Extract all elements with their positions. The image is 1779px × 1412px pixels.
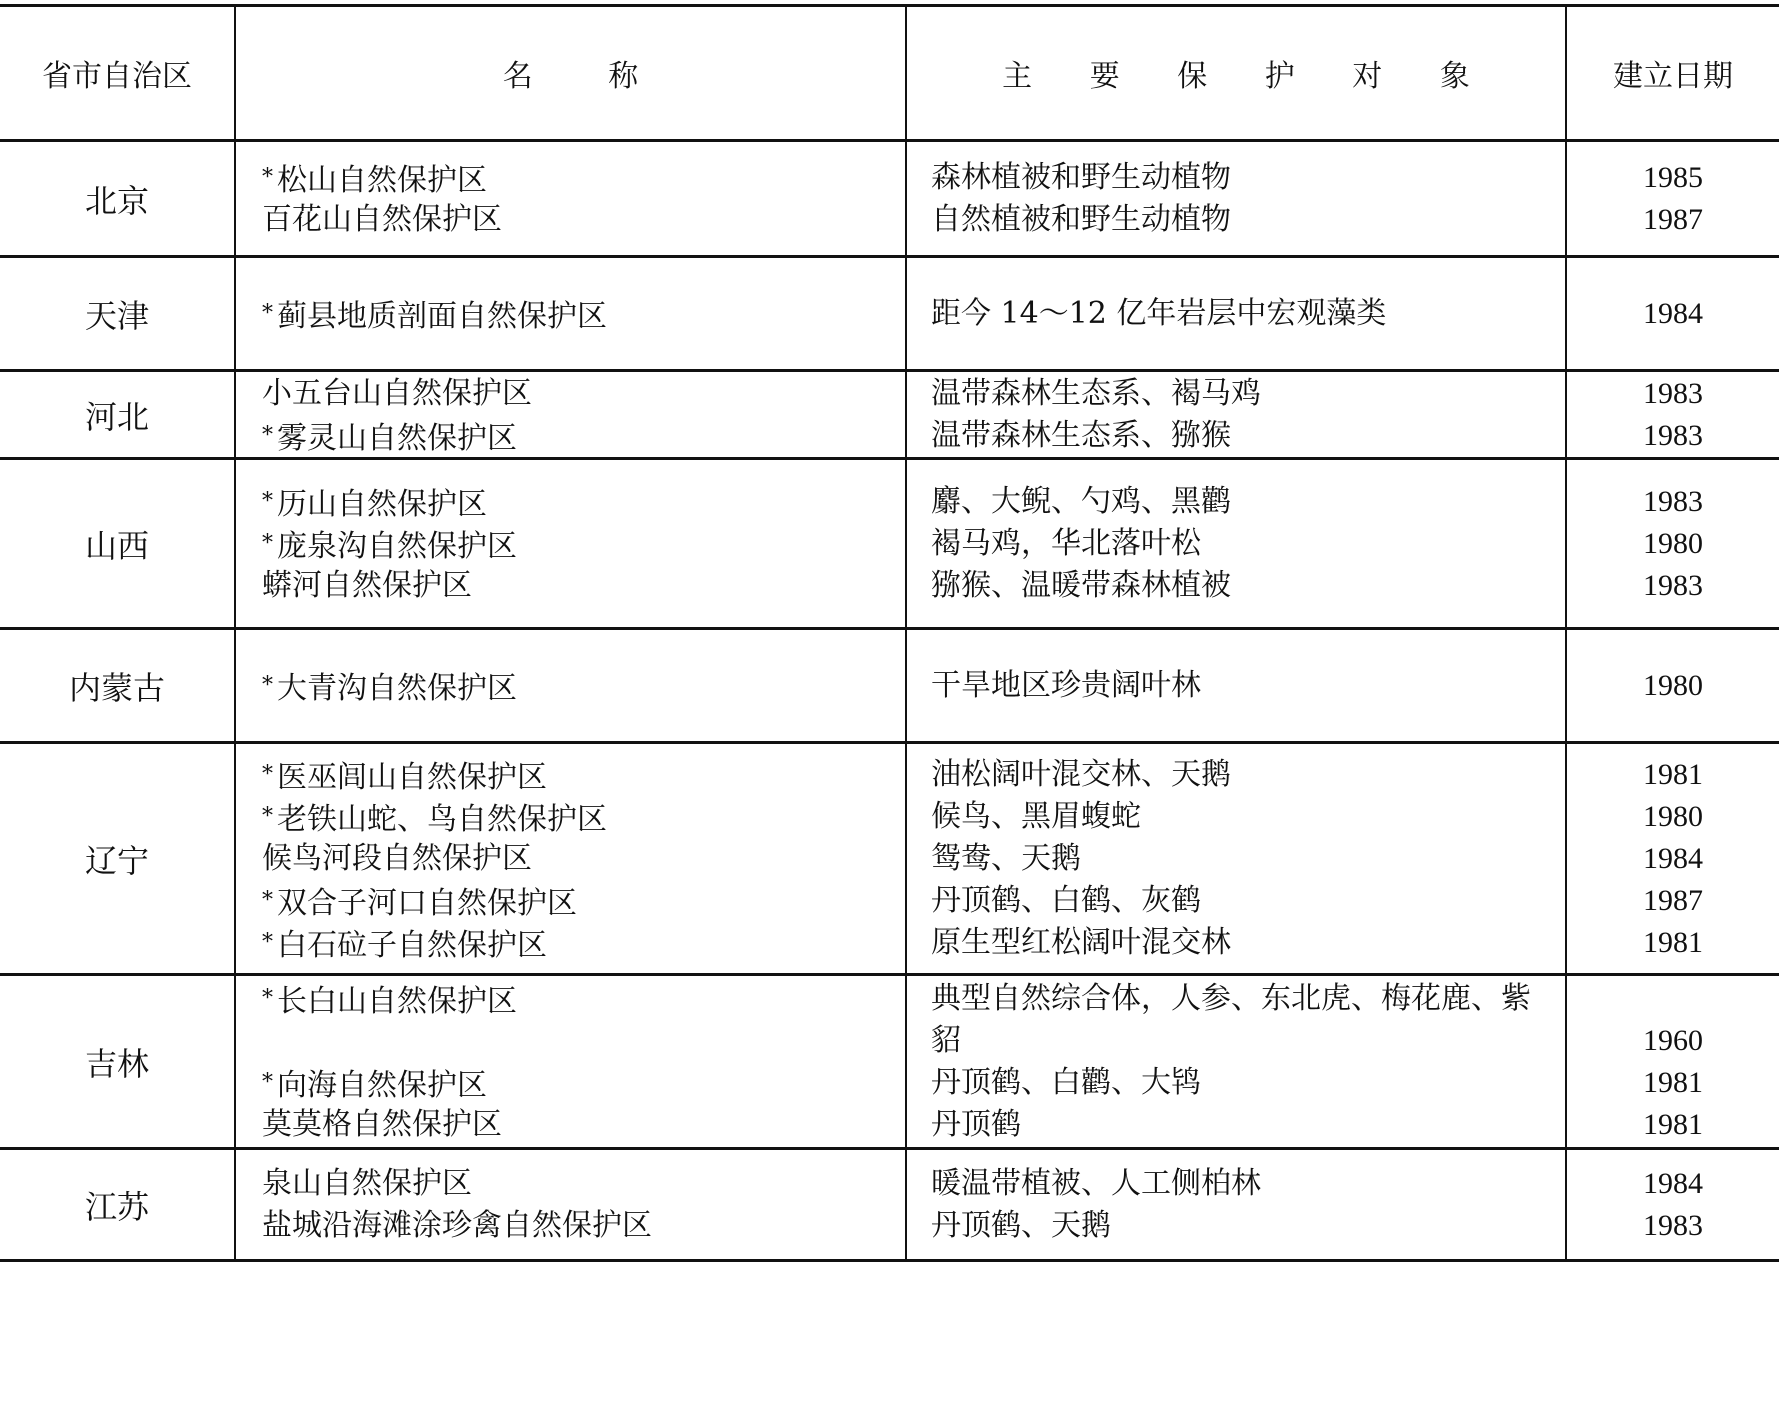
reserve-name-text: 大青沟自然保护区: [277, 670, 517, 706]
protected-object-text: 丹顶鹤、白鹳、大鸨: [931, 1064, 1201, 1100]
protected-object-cell: [906, 141, 1566, 257]
established-date: [1567, 565, 1779, 607]
protected-object: [931, 922, 1551, 964]
protected-object: [931, 978, 1551, 1020]
established-date: [1567, 665, 1779, 707]
established-date-text: 1984: [1643, 1166, 1703, 1200]
reserve-name-cell: [235, 459, 906, 629]
table-row: [0, 975, 1779, 1149]
protected-object-text: 原生型红松阔叶混交林: [931, 924, 1231, 960]
reserve-name-cell: [235, 975, 906, 1149]
reserve-name-text: 松山自然保护区: [277, 162, 487, 198]
reserve-name-text: 历山自然保护区: [277, 486, 487, 522]
table-body: [0, 141, 1779, 1261]
protected-object-cell: [906, 371, 1566, 459]
protected-object: [931, 1163, 1551, 1205]
protected-object: [931, 199, 1551, 241]
protected-object-cell: [906, 629, 1566, 743]
established-date-text: 1985: [1643, 160, 1703, 194]
reserve-name-text: 长白山自然保护区: [277, 983, 517, 1019]
established-date: [1567, 373, 1779, 415]
asterisk-mark: *: [262, 530, 273, 556]
reserve-name: [262, 157, 905, 199]
reserve-name-text: 蟒河自然保护区: [262, 567, 472, 603]
asterisk-mark: *: [262, 1069, 273, 1095]
protected-object: [931, 1062, 1551, 1104]
reserve-name-text: 小五台山自然保护区: [262, 375, 532, 411]
protected-object-text: 温带森林生态系、褐马鸡: [931, 375, 1261, 411]
reserve-name-text: 向海自然保护区: [277, 1067, 487, 1103]
established-date-text: 1981: [1643, 757, 1703, 791]
asterisk-mark: *: [262, 300, 273, 326]
table-row: [0, 141, 1779, 257]
asterisk-mark: *: [262, 803, 273, 829]
table-row: [0, 257, 1779, 371]
established-date: [1567, 293, 1779, 335]
established-date-cell: [1566, 629, 1779, 743]
established-date-text: 1980: [1643, 526, 1703, 560]
protected-object-text: 麝、大鲵、勺鸡、黑鹳: [931, 483, 1231, 519]
reserve-name: [262, 199, 905, 241]
reserve-name-text: 莫莫格自然保护区: [262, 1106, 502, 1142]
protected-object-text: 距今 14～12 亿年岩层中宏观藻类: [931, 295, 1387, 331]
asterisk-mark: *: [262, 929, 273, 955]
established-date: [1567, 1104, 1779, 1146]
protected-object-text: 自然植被和野生动植物: [931, 201, 1231, 237]
asterisk-mark: *: [262, 672, 273, 698]
reserve-name-cell: [235, 743, 906, 975]
reserve-name: [262, 880, 905, 922]
protected-object: [931, 754, 1551, 796]
reserve-name: [262, 796, 905, 838]
province-cell: 河北: [0, 371, 235, 459]
reserve-name-text: 泉山自然保护区: [262, 1165, 472, 1201]
established-date-cell: [1566, 371, 1779, 459]
established-date-cell: [1566, 459, 1779, 629]
table-row: [0, 459, 1779, 629]
established-date-text: 1980: [1643, 668, 1703, 702]
reserve-name-text: 白石砬子自然保护区: [277, 927, 547, 963]
established-date-cell: [1566, 975, 1779, 1149]
established-date-text: 1960: [1643, 1023, 1703, 1057]
nature-reserve-table: [0, 4, 1779, 1262]
established-date: [1567, 796, 1779, 838]
asterisk-mark: *: [262, 761, 273, 787]
protected-object-cell: [906, 1149, 1566, 1261]
established-date: [1567, 199, 1779, 241]
established-date: [1567, 1020, 1779, 1062]
established-date: [1567, 1163, 1779, 1205]
reserve-name-cell: [235, 1149, 906, 1261]
header-object: 主 要 保 护 对 象: [906, 6, 1566, 141]
reserve-name: [262, 754, 905, 796]
table-row: [0, 1149, 1779, 1261]
reserve-name: [262, 293, 905, 335]
reserve-name-cell: [235, 629, 906, 743]
protected-object-text: 貂: [931, 1022, 961, 1058]
established-date-text: 1983: [1643, 568, 1703, 602]
reserve-name-cell: [235, 257, 906, 371]
protected-object: [931, 665, 1551, 707]
protected-object-cell: [906, 743, 1566, 975]
established-date: [1567, 1062, 1779, 1104]
established-date: [1567, 922, 1779, 964]
protected-object: [931, 415, 1551, 457]
protected-object: [931, 1020, 1551, 1062]
reserve-name-text: 庞泉沟自然保护区: [277, 528, 517, 564]
protected-object-text: 丹顶鹤、白鹤、灰鹤: [931, 882, 1201, 918]
protected-object-text: 丹顶鹤、天鹅: [931, 1207, 1111, 1243]
reserve-name: [262, 1062, 905, 1104]
established-date-text: 1981: [1643, 925, 1703, 959]
protected-object: [931, 1104, 1551, 1146]
protected-object-text: 油松阔叶混交林、天鹅: [931, 756, 1231, 792]
asterisk-mark: *: [262, 887, 273, 913]
established-date-text: 1984: [1643, 296, 1703, 330]
reserve-name-text: 老铁山蛇、鸟自然保护区: [277, 801, 607, 837]
reserve-name: [262, 373, 905, 415]
established-date-text: 1983: [1643, 376, 1703, 410]
established-date-text: 1987: [1643, 883, 1703, 917]
reserve-name: [262, 415, 905, 457]
established-date-cell: [1566, 743, 1779, 975]
established-date: [1567, 754, 1779, 796]
reserve-name-text: 盐城沿海滩涂珍禽自然保护区: [262, 1207, 652, 1243]
reserve-name: [262, 838, 905, 880]
table-row: [0, 629, 1779, 743]
established-date-text: 1983: [1643, 484, 1703, 518]
province-cell: 吉林: [0, 975, 235, 1149]
protected-object-text: 森林植被和野生动植物: [931, 159, 1231, 195]
reserve-name: [262, 523, 905, 565]
established-date-cell: [1566, 1149, 1779, 1261]
established-date: [1567, 838, 1779, 880]
reserve-name: [262, 922, 905, 964]
protected-object-cell: [906, 975, 1566, 1149]
header-province: 省市自治区: [0, 6, 235, 141]
province-cell: 辽宁: [0, 743, 235, 975]
asterisk-mark: *: [262, 164, 273, 190]
protected-object: [931, 1205, 1551, 1247]
protected-object: [931, 880, 1551, 922]
established-date-text: 1981: [1643, 1065, 1703, 1099]
province-cell: 内蒙古: [0, 629, 235, 743]
established-date-cell: [1566, 141, 1779, 257]
protected-object-text: 干旱地区珍贵阔叶林: [931, 667, 1201, 703]
reserve-name: [262, 1020, 905, 1062]
province-cell: 天津: [0, 257, 235, 371]
reserve-name-text: 候鸟河段自然保护区: [262, 840, 532, 876]
protected-object-text: 温带森林生态系、猕猴: [931, 417, 1231, 453]
established-date: [1567, 880, 1779, 922]
province-cell: 山西: [0, 459, 235, 629]
reserve-name: [262, 978, 905, 1020]
reserve-name-text: 双合子河口自然保护区: [277, 885, 577, 921]
protected-object-text: 鸳鸯、天鹅: [931, 840, 1081, 876]
asterisk-mark: *: [262, 488, 273, 514]
table-row: [0, 743, 1779, 975]
established-date-text: 1981: [1643, 1107, 1703, 1141]
reserve-name-text: 雾灵山自然保护区: [277, 420, 517, 456]
protected-object: [931, 373, 1551, 415]
established-date: [1567, 1205, 1779, 1247]
established-date-text: 1983: [1643, 1208, 1703, 1242]
protected-object: [931, 565, 1551, 607]
reserve-name-text: 医巫闾山自然保护区: [277, 759, 547, 795]
asterisk-mark: *: [262, 422, 273, 448]
protected-object: [931, 293, 1551, 335]
protected-object-text: 猕猴、温暖带森林植被: [931, 567, 1231, 603]
table-header-row: [0, 6, 1779, 141]
table-row: [0, 371, 1779, 459]
established-date-text: 1984: [1643, 841, 1703, 875]
protected-object: [931, 796, 1551, 838]
header-date: 建立日期: [1566, 6, 1779, 141]
established-date-cell: [1566, 257, 1779, 371]
established-date-text: 1983: [1643, 418, 1703, 452]
reserve-name: [262, 1205, 905, 1247]
protected-object: [931, 481, 1551, 523]
protected-object-text: 暖温带植被、人工侧柏林: [931, 1165, 1261, 1201]
protected-object: [931, 157, 1551, 199]
reserve-name-text: 蓟县地质剖面自然保护区: [277, 298, 607, 334]
established-date: [1567, 157, 1779, 199]
province-cell: 北京: [0, 141, 235, 257]
reserve-name: [262, 1163, 905, 1205]
protected-object-text: 候鸟、黑眉蝮蛇: [931, 798, 1141, 834]
reserve-name: [262, 481, 905, 523]
protected-object-cell: [906, 459, 1566, 629]
province-cell: 江苏: [0, 1149, 235, 1261]
header-name: 名 称: [235, 6, 906, 141]
established-date: [1567, 523, 1779, 565]
protected-object-text: 典型自然综合体，人参、东北虎、梅花鹿、紫: [931, 980, 1531, 1016]
reserve-name: [262, 1104, 905, 1146]
asterisk-mark: *: [262, 985, 273, 1011]
reserve-name: [262, 665, 905, 707]
reserve-name: [262, 565, 905, 607]
established-date-text: 1987: [1643, 202, 1703, 236]
protected-object-text: 丹顶鹤: [931, 1106, 1021, 1142]
protected-object: [931, 838, 1551, 880]
established-date: [1567, 481, 1779, 523]
protected-object-text: 褐马鸡，华北落叶松: [931, 525, 1201, 561]
established-date-text: 1980: [1643, 799, 1703, 833]
reserve-name-text: 百花山自然保护区: [262, 201, 502, 237]
reserve-name-cell: [235, 141, 906, 257]
established-date: [1567, 415, 1779, 457]
established-date: [1567, 978, 1779, 1020]
protected-object-cell: [906, 257, 1566, 371]
protected-object: [931, 523, 1551, 565]
reserve-name-cell: [235, 371, 906, 459]
